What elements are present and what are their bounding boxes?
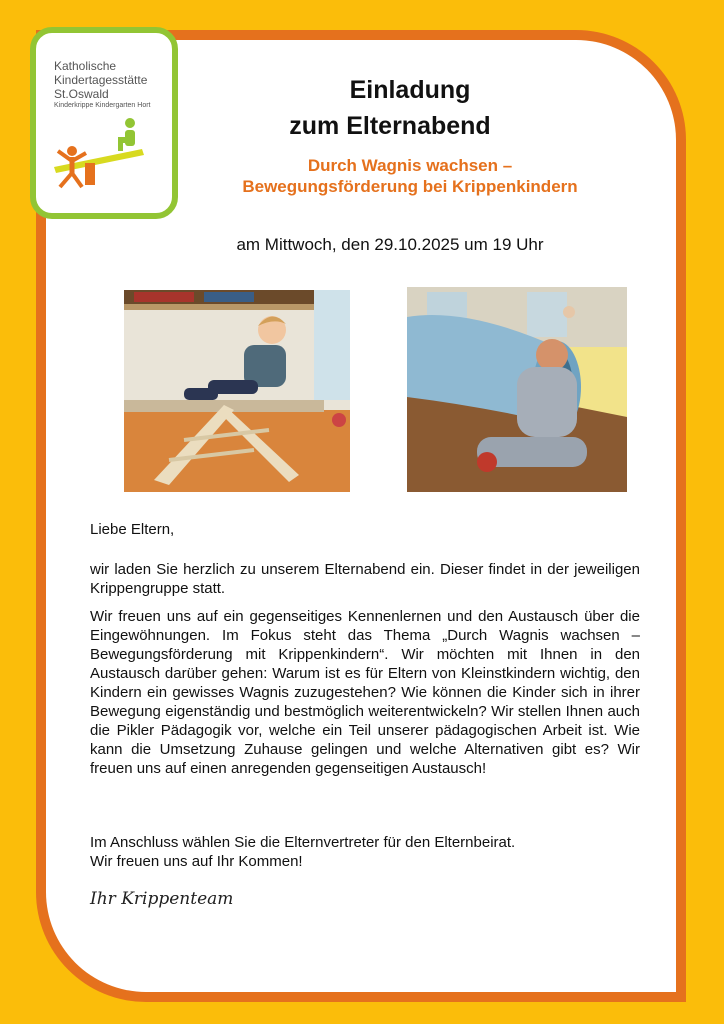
title-line2: zum Elternabend (289, 112, 491, 140)
seesaw-children-icon (50, 115, 150, 190)
child-on-climbing-triangle-photo (124, 290, 350, 492)
logo-text-line2: Kindertagesstätte (54, 73, 148, 87)
signature: Ihr Krippenteam (90, 889, 234, 909)
paragraph-intro: wir laden Sie herzlich zu unserem Elternabend ein. Dieser findet in der jeweiligen Krippengruppe statt. (90, 561, 640, 597)
closing-line2: Wir freuen uns auf Ihr Kommen! (90, 853, 303, 870)
subtitle-line1: Durch Wagnis wachsen – (307, 156, 513, 175)
greeting: Liebe Eltern, (90, 521, 175, 538)
subtitle-line2: Bewegungsförderung bei Krippenkindern (242, 177, 578, 196)
kita-logo (30, 27, 178, 219)
logo-text-line3: St.Oswald (54, 87, 109, 101)
event-date: am Mittwoch, den 29.10.2025 um 19 Uhr (236, 235, 544, 254)
title-line1: Einladung (349, 76, 471, 104)
logo-text-line4: Kinderkrippe Kindergarten Hort (54, 102, 151, 109)
paragraph-closing (90, 833, 640, 871)
closing-line1: Im Anschluss wählen Sie die Elternvertreter für den Elternbeirat. (90, 834, 516, 851)
logo-text-line1: Katholische (54, 59, 117, 73)
paragraph-topic: Wir freuen uns auf ein gegenseitiges Kennenlernen und den Austausch über die Eingewöhnungen. Im Fokus steht das Thema „Durch Wagnis wachsen – Bewegungsförderung mit Krippenkindern“. Wir möchten mit Ihnen in den Austausch darüber gehen: Warum ist es für Eltern von Kleinstkindern wichtig, den Kindern ein gewisses Wagnis zuzugestehen? Wie können die Kinder sich in ihrer Bewegung eigenständig und bestmöglich weiterentwickeln? Wir stellen Ihnen auch die Pikler Pädagogik vor, welche ein Teil unserer pädagogischen Arbeit ist. Wie kann die Umsetzung Zuhause gelingen und welche Alternativen gibt es? Wir freuen uns auf einen anregenden gegenseitigen Austausch! (90, 608, 640, 777)
child-in-play-tunnel-photo (407, 287, 627, 492)
